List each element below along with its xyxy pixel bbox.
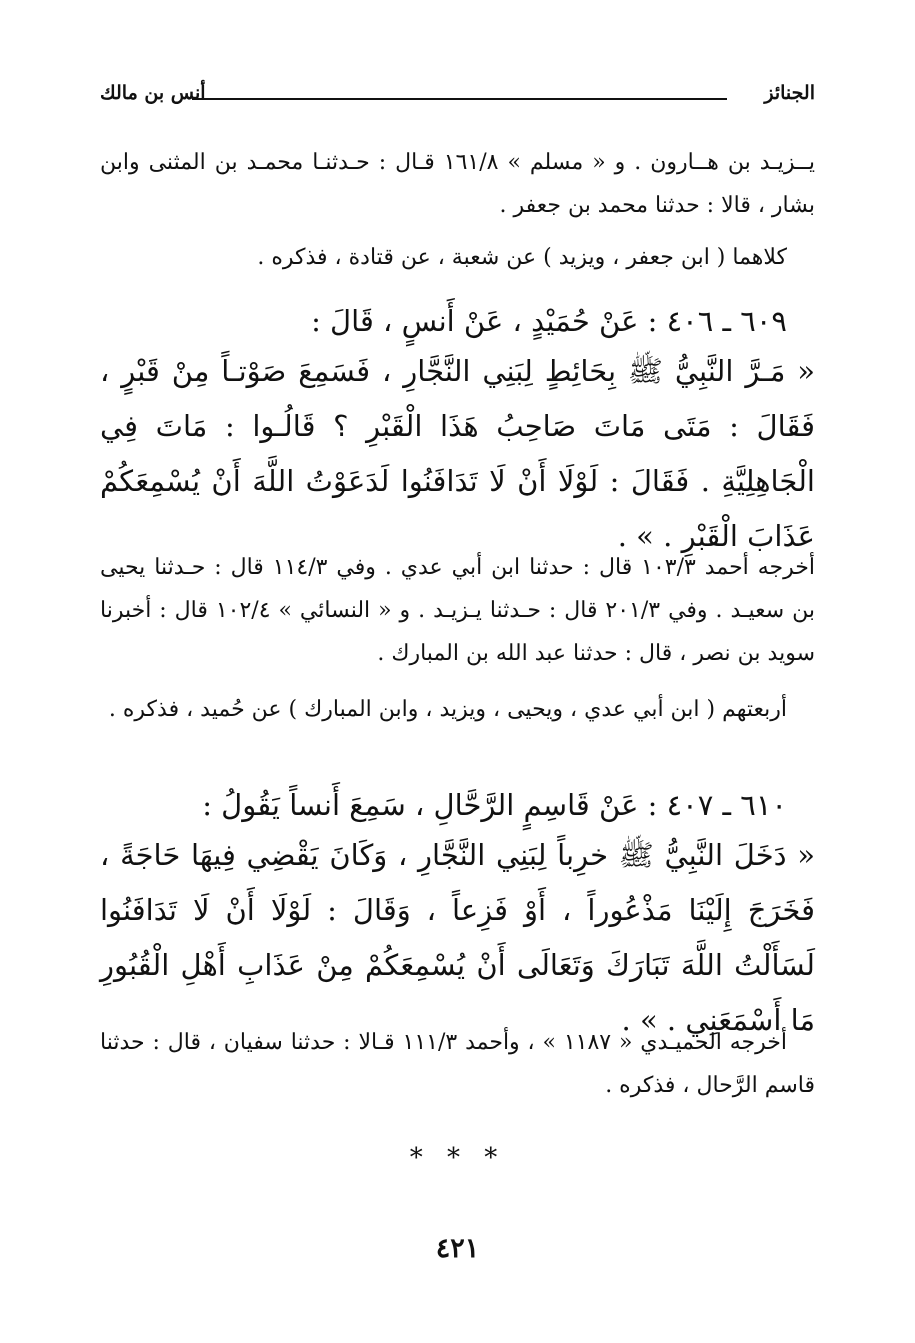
section-separator: * * * (409, 1143, 506, 1173)
hadith-number-and-isnad: ٦١٠ ـ ٤٠٧ : عَنْ قَاسِمٍ الرَّحَّالِ ، سَمِعَ أَنساً يَقُولُ : (202, 788, 787, 822)
footnote-text: يــزيـد بن هــارون . و « مسلم » ١٦١/٨ قـال : حـدثنـا محمـد بن المثنى وابن بشار ، قالا : حدثنا محمد بن جعفر . (100, 150, 815, 218)
hadith-matn: « مَـرَّ النَّبِيُّ ﷺ بِحَائِطٍ لِبَنِي النَّجَّارِ ، فَسَمِعَ صَوْتـاً مِنْ قَبْرٍ ، فَقَالَ : مَتَى مَاتَ صَاحِبُ هَذَا الْقَبْرِ ؟ قَالُـوا : مَاتَ فِي الْجَاهِلِيَّةِ . فَقَالَ : لَوْلَا أَنْ لَا تَدَافَنُوا لَدَعَوْتُ اللَّهَ أَنْ يُسْمِعَكُمْ عَذَابَ الْقَبْرِ . » . (100, 354, 815, 553)
book-title: أنس بن مالك (100, 82, 206, 104)
page-number: ٤٢١ (435, 1233, 480, 1264)
hadith-610 (100, 782, 815, 1048)
chapter-title: الجنائز (764, 82, 815, 104)
hadith-matn: « دَخَلَ النَّبِيُّ ﷺ خرِباً لِبَنِي النَّجَّارِ ، وَكَانَ يَقْضِي فِيهَا حَاجَةً ، فَخَرَجَ إِلَيْنَا مَذْعُوراً ، أَوْ فَزِعاً ، وَقَالَ : لَوْلَا أَنْ لَا تَدَافَنُوا لَسَأَلْتُ اللَّهَ تَبَارَكَ وَتَعَالَى أَنْ يُسْمِعَكُمْ مِنْ عَذَابِ أَهْلِ الْقُبُورِ مَا أَسْمَعَنِي . » . (100, 838, 815, 1037)
running-header (100, 82, 815, 112)
takhrij-text: أخرجه أحمد ١٠٣/٣ قال : حدثنا ابن أبي عدي . وفي ١١٤/٣ قال : حـدثنا يحيى بن سعيـد . وفي ٢٠١/٣ قال : حـدثنا يـزيـد . و « النسائي » ١٠٢/٤ قال : أخبرنا سويد بن نصر ، قال : حدثنا عبد الله بن المبارك . (100, 555, 815, 666)
hadith-number-and-isnad: ٦٠٩ ـ ٤٠٦ : عَنْ حُمَيْدٍ ، عَنْ أَنسٍ ، قَالَ : (311, 304, 787, 338)
takhrij-text: أربعتهم ( ابن أبي عدي ، ويحيى ، ويزيد ، وابن المبارك ) عن حُميد ، فذكره . (108, 697, 787, 722)
hadith-609 (100, 298, 815, 564)
takhrij-text: أخرجه الحميـدي « ١١٨٧ » ، وأحمد ١١١/٣ قـالا : حدثنا سفيان ، قال : حدثنا قاسم الرَّحال ، فذكره . (100, 1030, 815, 1098)
header-rule (192, 98, 727, 100)
footnote-text: كلاهما ( ابن جعفر ، ويزيد ) عن شعبة ، عن قتادة ، فذكره . (257, 245, 787, 270)
